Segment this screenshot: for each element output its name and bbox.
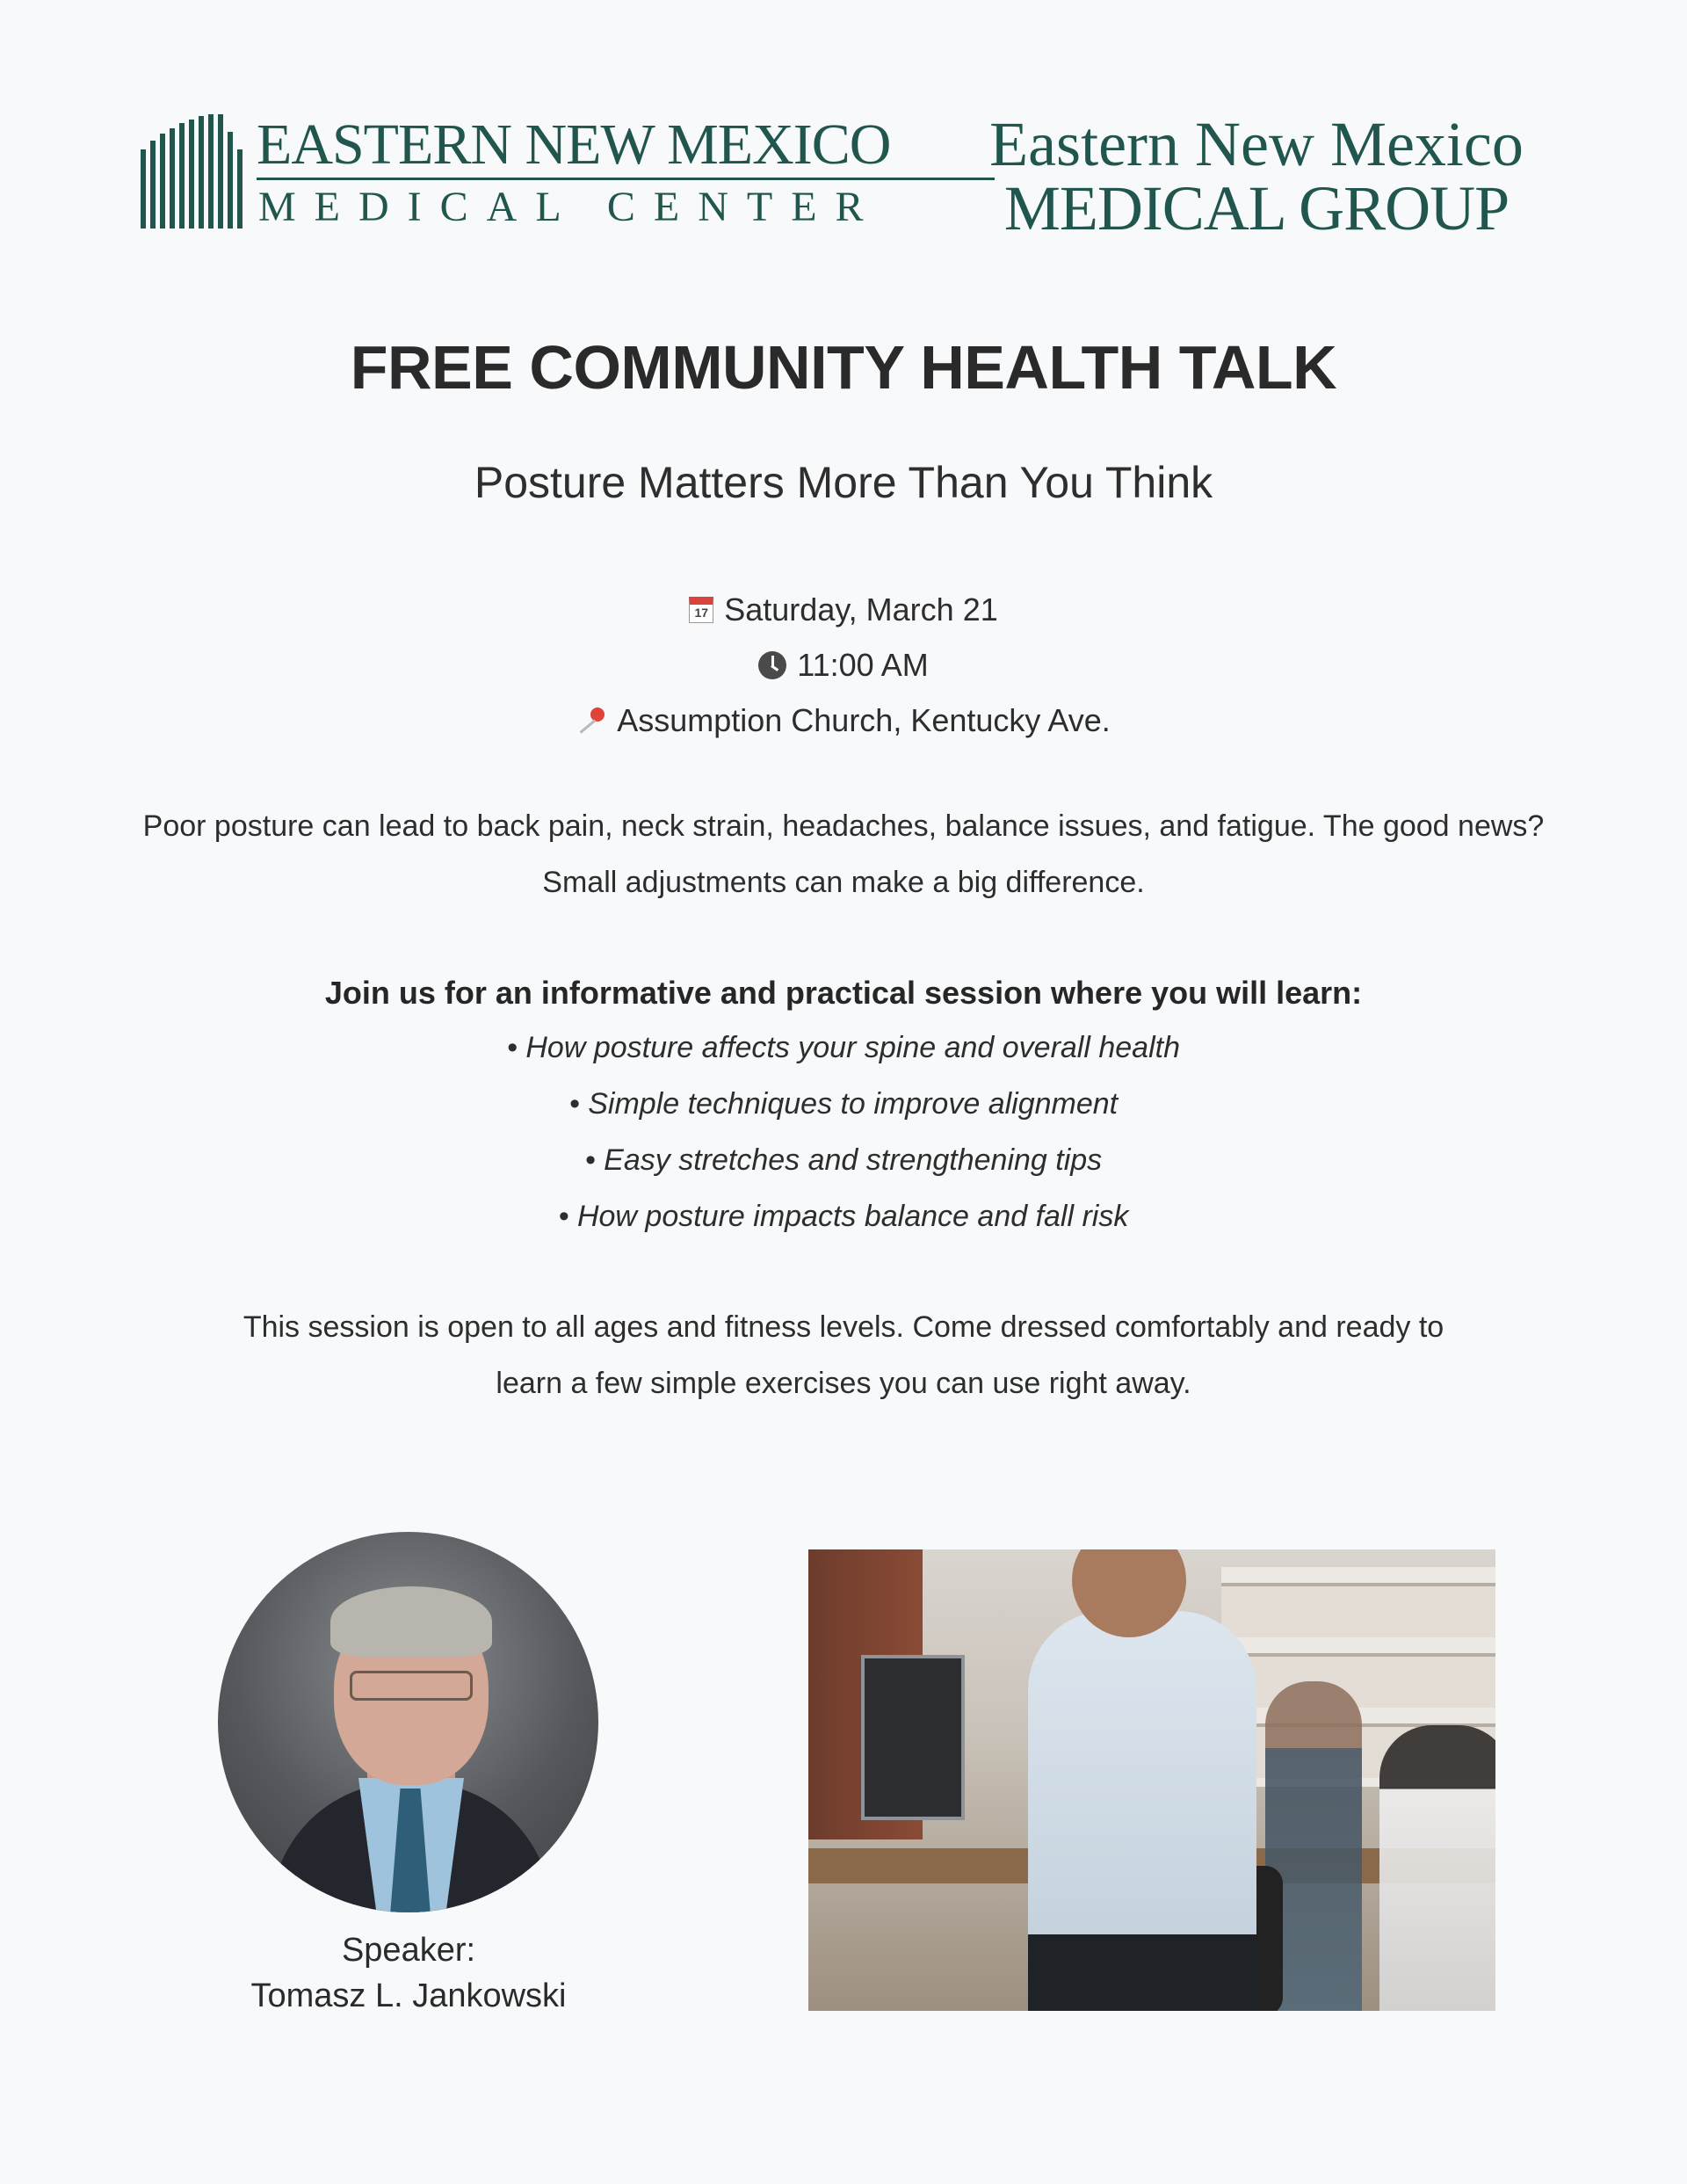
- enmmg-logo: [940, 109, 1573, 243]
- event-time-row: [0, 637, 1687, 693]
- event-time: 11:00 AM: [797, 646, 929, 683]
- list-item: • Simple techniques to improve alignment: [568, 1087, 1119, 1121]
- page-subtitle: Posture Matters More Than You Think: [474, 458, 1213, 507]
- intro-paragraph: [0, 798, 1687, 911]
- logo-divider: [257, 178, 995, 180]
- pin-icon: [576, 706, 606, 736]
- learn-list: [0, 1019, 1687, 1244]
- intro-line-2: Small adjustments can make a big difference.: [542, 866, 1145, 899]
- list-item: • How posture affects your spine and overall health: [507, 1031, 1180, 1064]
- calendar-icon: 17: [689, 597, 713, 623]
- barcode-logo-icon: [141, 114, 243, 229]
- event-date-row: [0, 582, 1687, 637]
- page-title: FREE COMMUNITY HEALTH TALK: [350, 333, 1337, 402]
- speaker-caption: [211, 1927, 606, 2019]
- outro-paragraph: [0, 1299, 1687, 1411]
- intro-line-1: Poor posture can lead to back pain, neck strain, headaches, balance issues, and fatigue. The good news?: [142, 809, 1545, 843]
- event-location: Assumption Church, Kentucky Ave.: [617, 701, 1111, 738]
- speaker-name: Tomasz L. Jankowski: [250, 1977, 567, 2014]
- enmmg-subtitle: MEDICAL GROUP: [1003, 173, 1510, 243]
- outro-line-1: This session is open to all ages and fitness levels. Come dressed comfortably and ready to: [243, 1310, 1444, 1344]
- event-details: [0, 582, 1687, 748]
- clock-icon: [758, 651, 786, 679]
- speaker-photo: [218, 1532, 598, 1912]
- enmmg-name: Eastern New Mexico: [989, 109, 1524, 179]
- outro-line-2: learn a few simple exercises you can use right away.: [496, 1367, 1191, 1400]
- office-back-pain-photo: [808, 1549, 1495, 2011]
- speaker-label: Speaker:: [341, 1932, 476, 1969]
- enmmc-name: EASTERN NEW MEXICO: [257, 112, 891, 177]
- list-item: • Easy stretches and strengthening tips: [584, 1143, 1103, 1177]
- learn-heading: Join us for an informative and practical session where you will learn:: [324, 975, 1363, 1011]
- enmmc-logo: [141, 112, 891, 230]
- list-item: • How posture impacts balance and fall risk: [558, 1200, 1129, 1233]
- event-date: Saturday, March 21: [724, 591, 998, 628]
- event-location-row: [0, 693, 1687, 748]
- enmmc-subtitle: MEDICAL CENTER: [258, 184, 882, 230]
